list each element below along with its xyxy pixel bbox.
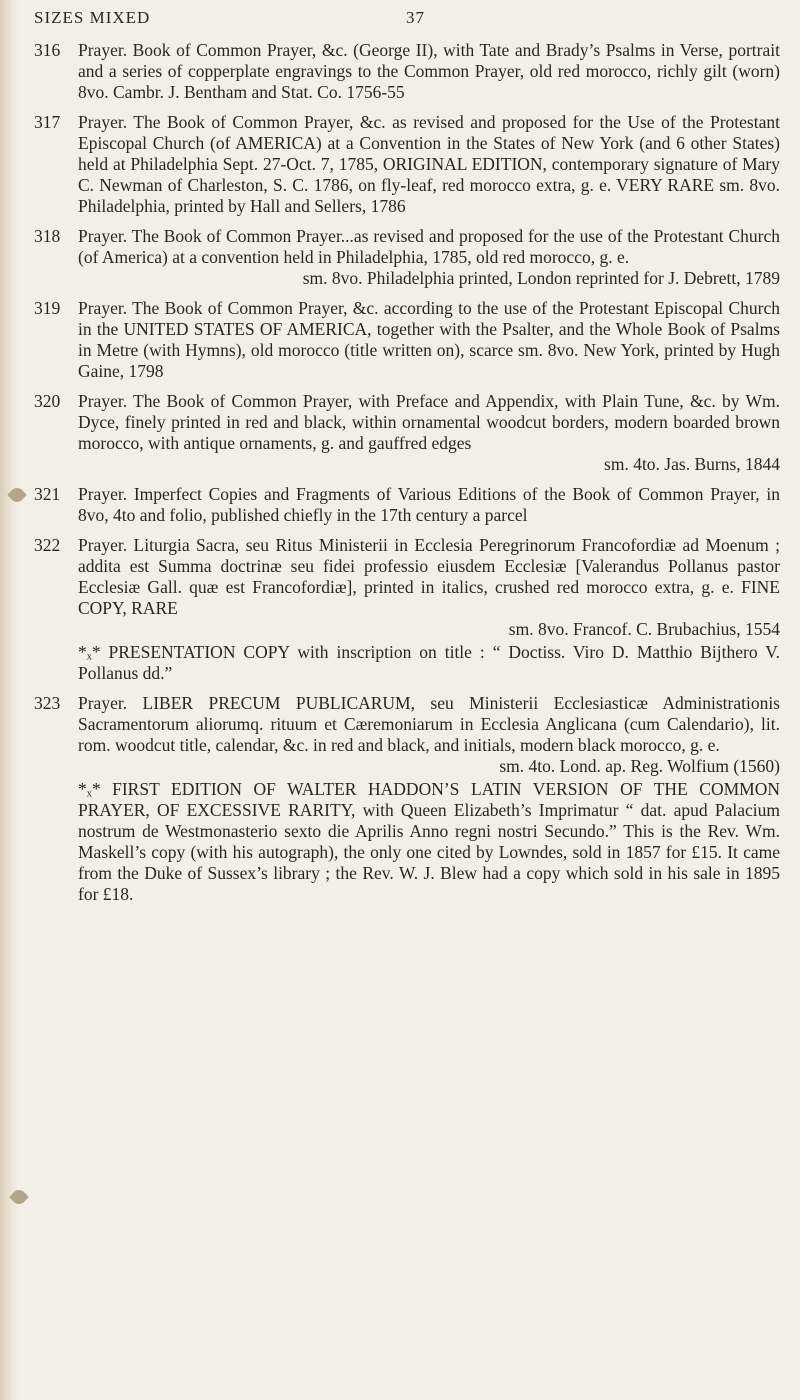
lot-imprint: sm. 8vo. Philadelphia printed, London reprinted for J. Debrett, 1789 — [302, 268, 780, 288]
lot-entry — [34, 484, 780, 526]
lot-number: 323 — [34, 693, 61, 713]
page-number: 37 — [406, 8, 425, 27]
lot-entry — [34, 298, 780, 382]
lot-entry — [34, 391, 780, 475]
lot-number: 320 — [34, 391, 61, 411]
lot-number: 318 — [34, 226, 61, 246]
lot-number: 321 — [34, 484, 61, 504]
lot-description: Prayer. The Book of Common Prayer...as revised and proposed for the use of the Protestant Church (of America) at a convention held in Philadelphia, 1785, old red morocco, g. e. — [78, 226, 780, 267]
running-header — [34, 8, 760, 32]
lot-description: Prayer. The Book of Common Prayer, &c. as revised and proposed for the Use of the Protestant Episcopal Church (of AMERICA) at a Convention in the States of New York (and 6 other States) held at Philadelphia Sept. 27-Oct. 7, 1785, ORIGINAL EDITION, contemporary signature of Mary C. Newman of Charleston, S. C. 1786, on fly-leaf, red morocco extra, g. e. VERY RARE sm. 8vo. Philadelphia, printed by Hall and Sellers, 1786 — [78, 112, 780, 216]
lot-description: Prayer. Imperfect Copies and Fragments of Various Editions of the Book of Common Prayer, in 8vo, 4to and folio, published chiefly in the 17th century a parcel — [78, 484, 780, 525]
lot-imprint: sm. 4to. Lond. ap. Reg. Wolfium (1560) — [499, 756, 780, 776]
lot-description: Prayer. LIBER PRECUM PUBLICARUM, seu Ministerii Ecclesiasticæ Administrationis Sacramentorum aliorumq. rituum et Cæremoniarum in Ecclesia Anglicana (cum Calendario), lit. rom. woodcut title, calendar, &c. in red and black, and initials, modern black morocco, g. e. — [78, 693, 780, 755]
lot-description: Prayer. The Book of Common Prayer, &c. according to the use of the Protestant Episcopal Church in the UNITED STATES OF AMERICA, together with the Psalter, and the Whole Book of Psalms in Metre (with Hymns), old morocco (title written on), scarce sm. 8vo. New York, printed by Hugh Gaine, 1798 — [78, 298, 780, 381]
lot-list — [34, 40, 780, 914]
lot-entry — [34, 40, 780, 103]
lot-imprint: sm. 8vo. Francof. C. Brubachius, 1554 — [508, 619, 780, 639]
lot-note: *ₓ* PRESENTATION COPY with inscription on title : “ Doctiss. Viro D. Matthio Bijthero V. Pollanus dd.” — [78, 642, 780, 683]
lot-imprint: sm. 4to. Jas. Burns, 1844 — [604, 454, 780, 474]
lot-number: 319 — [34, 298, 61, 318]
lot-description: Prayer. The Book of Common Prayer, with Preface and Appendix, with Plain Tune, &c. by Wm. Dyce, finely printed in red and black, within ornamental woodcut borders, modern boarded brown morocco, with antique ornaments, g. and gauffred edges — [78, 391, 780, 453]
lot-entry — [34, 693, 780, 905]
lot-entry — [34, 226, 780, 289]
lot-description: Prayer. Book of Common Prayer, &c. (George II), with Tate and Brady’s Psalms in Verse, portrait and a series of copperplate engravings to the Common Prayer, old red morocco, richly gilt (worn) 8vo. Cambr. J. Bentham and Stat. Co. 1756-55 — [78, 40, 780, 102]
lot-number: 322 — [34, 535, 61, 555]
lot-entry — [34, 112, 780, 217]
header-title: SIZES MIXED — [34, 8, 151, 27]
lot-note: *ₓ* FIRST EDITION OF WALTER HADDON’S LATIN VERSION OF THE COMMON PRAYER, OF EXCESSIVE RARITY, with Queen Elizabeth’s Imprimatur “ dat. apud Palacium nostrum de Westmonasterio sexto die Aprilis Anno regni nostri Secundo.” This is the Rev. Wm. Maskell’s copy (with his autograph), the only one cited by Lowndes, sold in 1857 for £15. It came from the Duke of Sussex’s library ; the Rev. W. J. Blew had a copy which sold in his sale in 1895 for £18. — [78, 779, 780, 904]
lot-number: 317 — [34, 112, 61, 132]
lot-number: 316 — [34, 40, 61, 60]
lot-description: Prayer. Liturgia Sacra, seu Ritus Ministerii in Ecclesia Peregrinorum Francofordiæ ad Moenum ; addita est Summa doctrinæ seu fidei professio eiusdem Ecclesiæ [Valerandus Pollanus pastor Ecclesiæ Gall. quæ est Francofordiæ], printed in italics, crushed red morocco extra, g. e. FINE COPY, RARE — [78, 535, 780, 618]
lot-entry — [34, 535, 780, 684]
